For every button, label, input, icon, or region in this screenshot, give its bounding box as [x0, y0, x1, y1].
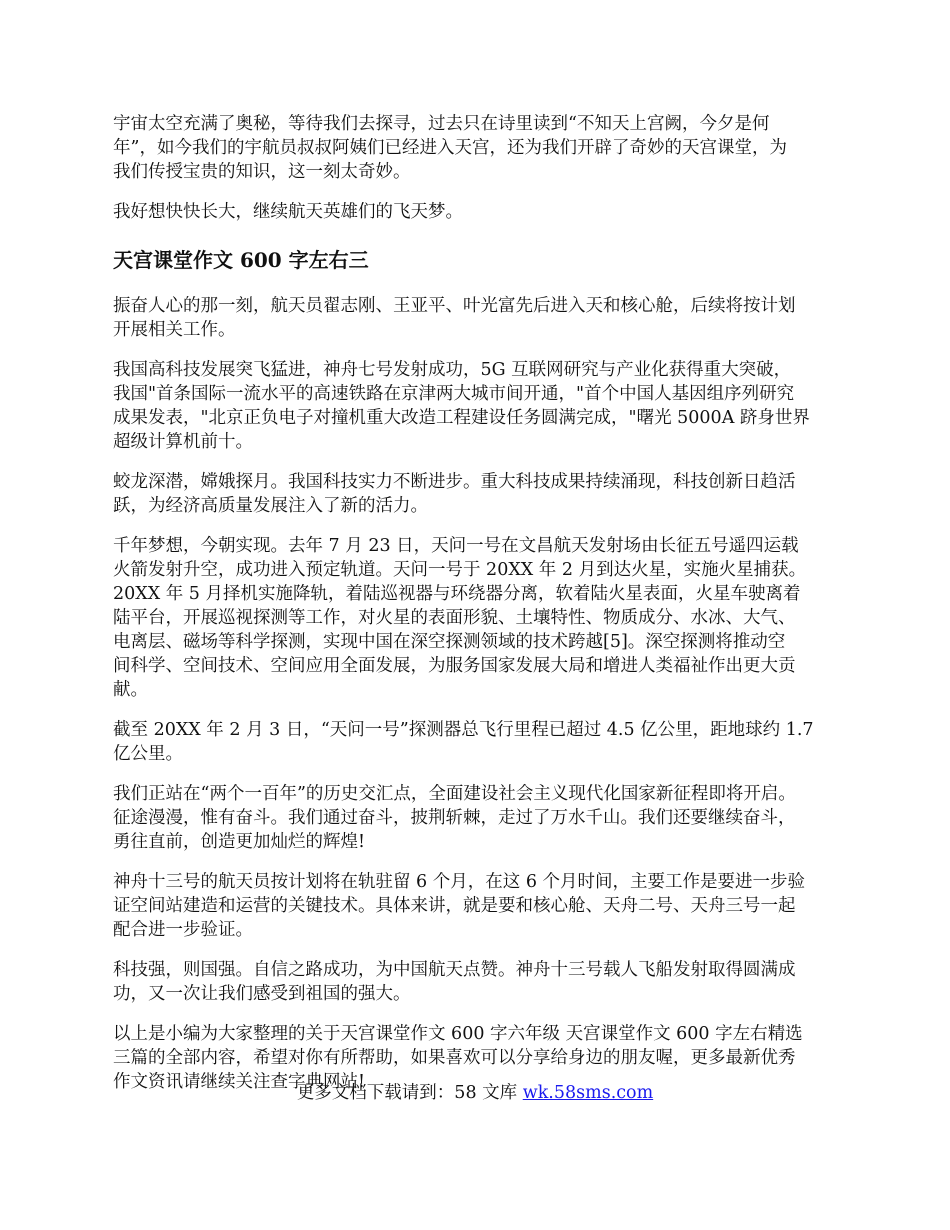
body-paragraph: 神舟十三号的航天员按计划将在轨驻留 6 个月，在这 6 个月时间，主要工作是要进一步验 证空间站建造和运营的关键技术。具体来讲，就是要和核心舱、天舟二号、天舟三号一起 配合进一步验证。 — [113, 872, 806, 940]
footer-link[interactable]: wk.58sms.com — [522, 1083, 654, 1103]
body-paragraph: 千年梦想，今朝实现。去年 7 月 23 日，天问一号在文昌航天发射场由长征五号遥四运载 火箭发射升空，成功进入预定轨道。天问一号于 20XX 年 2 月到达火星，实施火星捕获。 20XX 年 5 月择机实施降轨，着陆巡视器与环绕器分离，软着陆火星表面，火星车驶离着 陆平台，开展巡视探测等工作，对火星的表面形貌、土壤特性、物质成分、水冰、大气、 电离层、磁场等科学探测，实现中国在深空探测领域的技术跨越[5]。深空探测将推动空 间科学、空间技术、空间应用全面发展，为服务国家发展大局和增进人类福祉作出更大贡 献。 — [113, 536, 807, 700]
footer-prefix: 更多文档下载请到：58 文库 — [296, 1083, 523, 1103]
body-paragraph: 振奋人心的那一刻，航天员翟志刚、王亚平、叶光富先后进入天和核心舱，后续将按计划 开展相关工作。 — [113, 296, 796, 340]
body-paragraph: 科技强，则国强。自信之路成功，为中国航天点赞。神舟十三号载人飞船发射取得圆满成 功，又一次让我们感受到祖国的强大。 — [113, 960, 796, 1004]
body-paragraph: 我国高科技发展突飞猛进，神舟七号发射成功，5G 互联网研究与产业化获得重大突破， 我国"首条国际一流水平的高速铁路在京津两大城市间开通，"首个中国人基因组序列研究 成果发表，"北京正负电子对撞机重大改造工程建设任务圆满完成，"曙光 5000A 跻身世界 超级计算机前十。 — [113, 360, 810, 452]
intro-paragraph: 我好想快快长大，继续航天英雄们的飞天梦。 — [113, 202, 463, 222]
section-heading: 天宫课堂作文 600 字左右三 — [113, 248, 369, 272]
download-footer — [0, 1081, 950, 1105]
body-paragraph: 我们正站在“两个一百年”的历史交汇点，全面建设社会主义现代化国家新征程即将开启。 征途漫漫，惟有奋斗。我们通过奋斗，披荆斩棘，走过了万水千山。我们还要继续奋斗， 勇往直前，创造更加灿烂的辉煌! — [113, 784, 796, 852]
document-body — [113, 112, 843, 1110]
intro-paragraph: 宇宙太空充满了奥秘，等待我们去探寻，过去只在诗里读到“不知天上宫阙，今夕是何 年”，如今我们的宇航员叔叔阿姨们已经进入天宫，还为我们开辟了奇妙的天宫课堂，为 我们传授宝贵的知识，这一刻太奇妙。 — [113, 114, 787, 182]
body-paragraph: 截至 20XX 年 2 月 3 日，“天问一号”探测器总飞行里程已超过 4.5 亿公里，距地球约 1.7 亿公里。 — [113, 720, 814, 764]
body-paragraph: 以上是小编为大家整理的关于天宫课堂作文 600 字六年级 天宫课堂作文 600 字左右精选 三篇的全部内容，希望对你有所帮助，如果喜欢可以分享给身边的朋友喔，更多最新优秀 作文资讯请继续关注查字典网站! — [113, 1024, 803, 1092]
body-paragraph: 蛟龙深潜，嫦娥探月。我国科技实力不断进步。重大科技成果持续涌现，科技创新日趋活 跃，为经济高质量发展注入了新的活力。 — [113, 472, 796, 516]
